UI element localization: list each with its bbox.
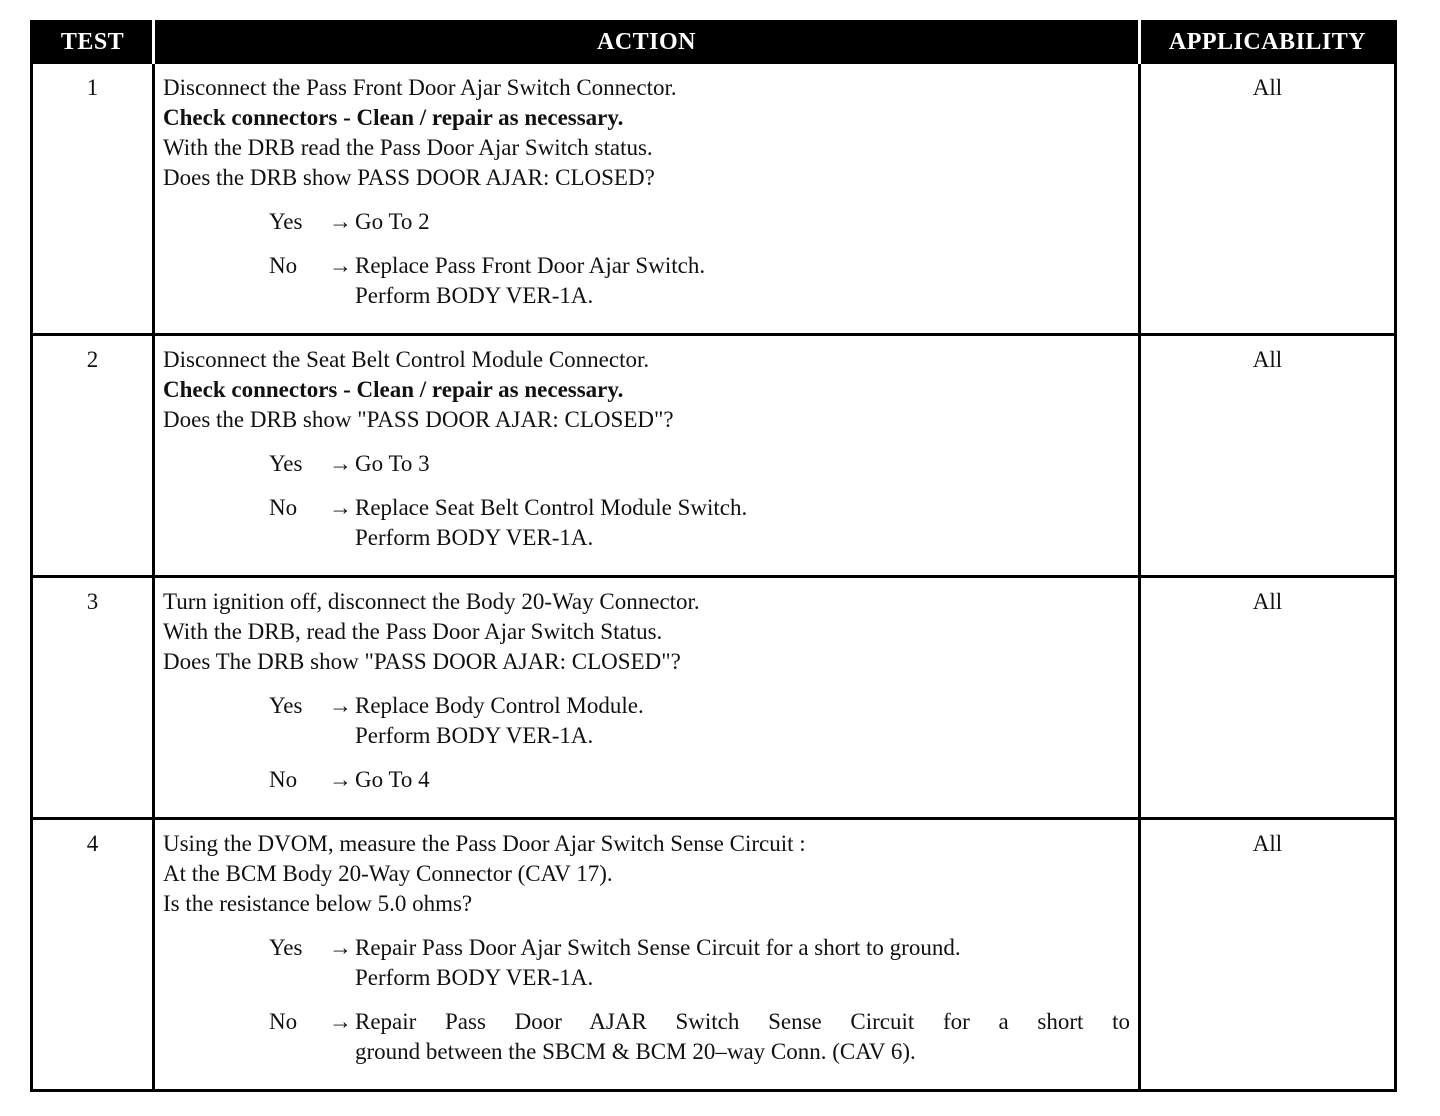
action-instruction: Does the DRB show PASS DOOR AJAR: CLOSED? [163, 165, 655, 190]
branch-no-text [305, 493, 1130, 553]
branch-no-label: No [269, 495, 298, 520]
applicability-cell: All [1140, 819, 1396, 1091]
arrow-right-icon: → [329, 495, 352, 520]
branch-text-line: Replace Pass Front Door Ajar Switch. [355, 253, 706, 278]
branch-yes-text [305, 933, 1130, 993]
header-applicability: APPLICABILITY [1140, 22, 1396, 63]
applicability-cell: All [1140, 335, 1396, 577]
arrow-right-icon: → [329, 767, 352, 792]
test-number: 3 [32, 577, 154, 819]
action-instruction: Disconnect the Pass Front Door Ajar Switch Connector. [163, 75, 677, 100]
header-test: TEST [32, 22, 154, 63]
branch-text-line: Repair Pass Door AJAR Switch Sense Circuit for a short to [355, 1009, 1130, 1034]
branch-yes [163, 691, 1130, 751]
table-row [32, 63, 1396, 335]
table-header-row [32, 22, 1396, 63]
branch-list [163, 207, 1130, 311]
table-row [32, 819, 1396, 1091]
branch-text-line: Go To 2 [355, 209, 430, 234]
action-instruction-bold: Check connectors - Clean / repair as necessary. [163, 105, 624, 130]
arrow-right-icon: → [329, 935, 352, 960]
branch-text-line: ground between the SBCM & BCM 20–way Conn. (CAV 6). [355, 1039, 916, 1064]
action-instruction: With the DRB, read the Pass Door Ajar Switch Status. [163, 619, 663, 644]
branch-yes [163, 207, 1130, 237]
action-cell [154, 63, 1140, 335]
action-instruction: Disconnect the Seat Belt Control Module Connector. [163, 347, 650, 372]
diagnostic-table [30, 20, 1397, 1092]
table-row [32, 335, 1396, 577]
branch-no [163, 251, 1130, 311]
action-instruction: Is the resistance below 5.0 ohms? [163, 891, 473, 916]
branch-yes-label: Yes [269, 935, 303, 960]
action-instruction-bold: Check connectors - Clean / repair as necessary. [163, 377, 624, 402]
action-instruction: With the DRB read the Pass Door Ajar Switch status. [163, 135, 653, 160]
branch-list [163, 449, 1130, 553]
branch-yes-text [305, 691, 1130, 751]
arrow-right-icon: → [329, 253, 352, 278]
arrow-right-icon: → [329, 693, 352, 718]
action-cell [154, 335, 1140, 577]
table-row [32, 577, 1396, 819]
branch-yes [163, 449, 1130, 479]
branch-text-line: Perform BODY VER-1A. [355, 283, 594, 308]
branch-text-line: Repair Pass Door Ajar Switch Sense Circuit for a short to ground. [355, 935, 961, 960]
branch-list [163, 691, 1130, 795]
action-instruction: Using the DVOM, measure the Pass Door Ajar Switch Sense Circuit : [163, 831, 806, 856]
applicability-cell: All [1140, 63, 1396, 335]
action-instruction: Does the DRB show "PASS DOOR AJAR: CLOSED"? [163, 407, 674, 432]
branch-text-line: Replace Body Control Module. [355, 693, 644, 718]
branch-text-line: Replace Seat Belt Control Module Switch. [355, 495, 748, 520]
test-number: 4 [32, 819, 154, 1091]
action-instruction: Turn ignition off, disconnect the Body 20-Way Connector. [163, 589, 700, 614]
arrow-right-icon: → [329, 209, 352, 234]
branch-text-line: Perform BODY VER-1A. [355, 965, 594, 990]
branch-list [163, 933, 1130, 1067]
branch-no-text [305, 251, 1130, 311]
branch-no-label: No [269, 767, 298, 792]
action-instruction: Does The DRB show "PASS DOOR AJAR: CLOSED"? [163, 649, 681, 674]
table-body [32, 63, 1396, 1091]
branch-yes-text [305, 207, 1130, 237]
branch-yes-label: Yes [269, 693, 303, 718]
branch-yes [163, 933, 1130, 993]
branch-yes-text [305, 449, 1130, 479]
branch-text-line: Perform BODY VER-1A. [355, 525, 594, 550]
branch-no-text [305, 765, 1130, 795]
branch-yes-label: Yes [269, 209, 303, 234]
branch-no [163, 1007, 1130, 1067]
branch-text-line: Go To 4 [355, 767, 430, 792]
arrow-right-icon: → [329, 451, 352, 476]
action-instruction: At the BCM Body 20-Way Connector (CAV 17). [163, 861, 613, 886]
test-number: 1 [32, 63, 154, 335]
branch-yes-label: Yes [269, 451, 303, 476]
action-cell [154, 577, 1140, 819]
arrow-right-icon: → [329, 1009, 352, 1034]
branch-text-line: Perform BODY VER-1A. [355, 723, 594, 748]
branch-no [163, 493, 1130, 553]
applicability-cell: All [1140, 577, 1396, 819]
action-cell [154, 819, 1140, 1091]
test-number: 2 [32, 335, 154, 577]
branch-no [163, 765, 1130, 795]
branch-no-label: No [269, 253, 298, 278]
branch-text-line: Go To 3 [355, 451, 430, 476]
branch-no-text [305, 1007, 1130, 1067]
branch-no-label: No [269, 1009, 298, 1034]
header-action: ACTION [154, 22, 1140, 63]
